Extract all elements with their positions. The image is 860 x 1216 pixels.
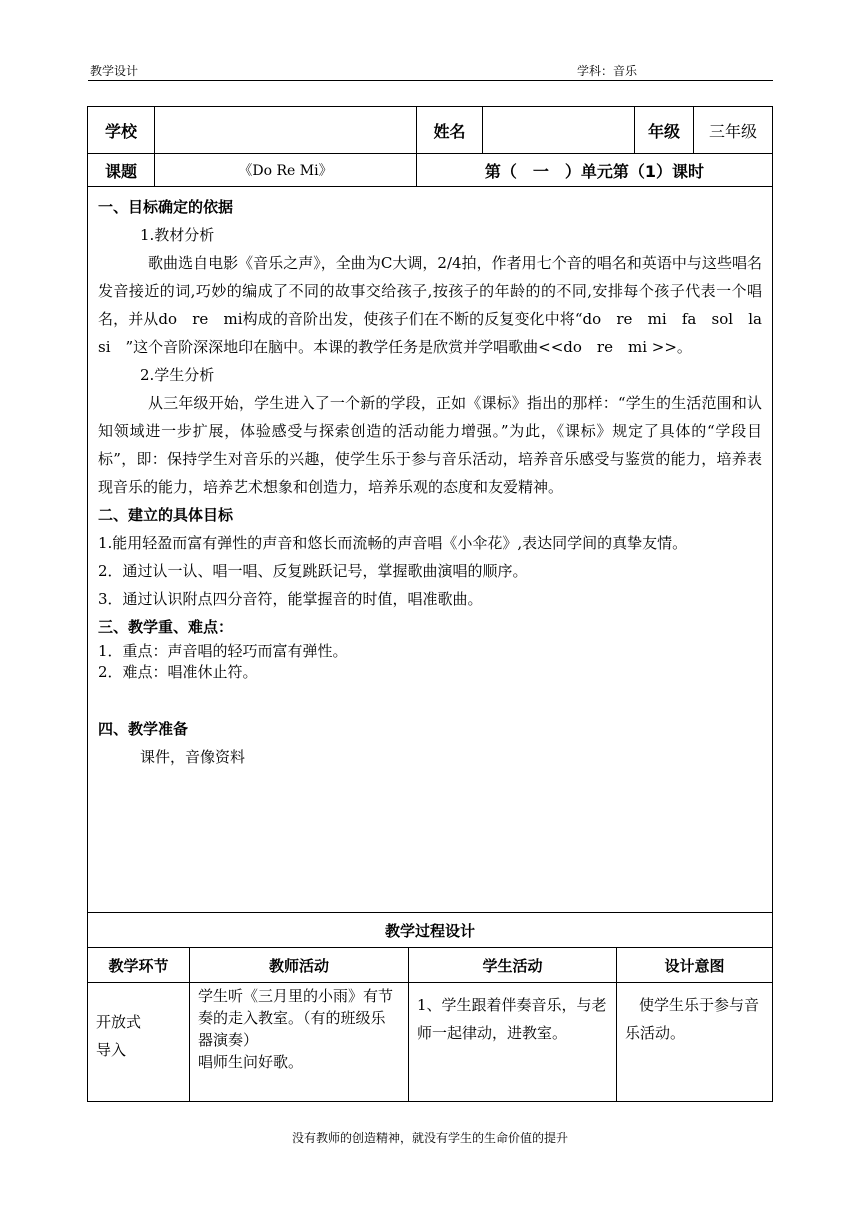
teacher-activity-text: 学生听《三月里的小雨》有节奏的走入教室。（有的班级乐器演奏） <box>198 987 394 1049</box>
info-row <box>88 107 772 154</box>
section-1-paragraph-1: 歌曲选自电影《音乐之声》，全曲为C大调，2/4拍，作者用七个音的唱名和英语中与这些唱名发音接近的词,巧妙的编成了不同的故事交给孩子,按孩子的年龄的的不同,安排每个孩子代表一个唱名，并从do re mi构成的音阶出发，使孩子们在不断的反复变化中将“do re mi fa sol la si ”这个音阶深深地印在脑中。本课的教学任务是欣赏并学唱歌曲<<do re mi >>。 <box>98 254 778 356</box>
section-2-item: 3．通过认识附点四分音符，能掌握音的时值，唱准歌曲。 <box>98 590 483 608</box>
footer-motto: 没有教师的创造精神，就没有学生的生命价值的提升 <box>291 1131 568 1145</box>
lesson-plan-table <box>87 106 778 1102</box>
col-header-student: 学生活动 <box>409 948 617 982</box>
topic-label: 课题 <box>88 154 155 186</box>
process-header-row <box>88 948 772 983</box>
school-label: 学校 <box>88 107 155 153</box>
process-title: 教学过程设计 <box>384 921 475 940</box>
body-row <box>88 187 778 913</box>
section-4-text: 课件，音像资料 <box>140 748 246 766</box>
name-value <box>483 107 635 153</box>
stage-line: 导入 <box>96 1041 127 1059</box>
col-header-stage: 教学环节 <box>88 948 190 982</box>
section-1-paragraph-2: 从三年级开始，学生进入了一个新的学段，正如《课标》指出的那样：“学生的生活范围和认知领域进一步扩展，体验感受与探索创造的活动能力增强。”为此，《课标》规定了具体的“学段目标”，即：保持学生对音乐的兴趣，使学生乐于参与音乐活动，培养音乐感受与鉴赏的能力，培养表现音乐的能力，培养艺术想象和创造力，培养乐观的态度和友爱精神。 <box>98 394 762 496</box>
name-label: 姓名 <box>417 107 483 153</box>
section-1-sub-2: 2.学生分析 <box>140 366 215 384</box>
stage-cell <box>88 983 190 1101</box>
col-header-teacher: 教师活动 <box>190 948 409 982</box>
section-1-title: 一、目标确定的依据 <box>98 198 234 216</box>
section-3-title: 三、教学重、难点： <box>98 618 234 636</box>
stage-line: 开放式 <box>96 1013 142 1031</box>
header-divider <box>88 80 773 81</box>
header-doc-type: 教学设计 <box>90 64 139 78</box>
lesson-body <box>88 187 778 912</box>
section-2-title: 二、建立的具体目标 <box>98 506 234 524</box>
process-title-row <box>88 913 772 948</box>
col-header-intent: 设计意图 <box>664 956 725 975</box>
section-2-item: 2．通过认一认、唱一唱、反复跳跃记号，掌握歌曲演唱的顺序。 <box>98 562 528 580</box>
topic-row <box>88 154 772 187</box>
header-subject: 学科：音乐 <box>577 64 638 78</box>
unit-lesson-text: 第（ 一 ）单元第（1）课时 <box>484 161 705 181</box>
section-3-item: 1．重点：声音唱的轻巧而富有弹性。 <box>98 642 348 660</box>
teacher-activity-text: 唱师生问好歌。 <box>198 1053 304 1071</box>
section-3-item: 2．难点：唱准休止符。 <box>98 663 258 681</box>
process-row <box>88 983 772 1101</box>
grade-label: 年级 <box>635 107 694 153</box>
section-2-item: 1.能用轻盈而富有弹性的声音和悠长而流畅的声音唱《小伞花》,表达同学间的真挚友情。 <box>98 534 688 552</box>
section-1-sub-1: 1.教材分析 <box>140 226 215 244</box>
school-value <box>155 107 417 153</box>
section-4-title: 四、教学准备 <box>98 720 189 738</box>
design-intent-cell: 使学生乐于参与音乐活动。 <box>625 996 760 1042</box>
student-activity-cell: 1、学生跟着伴奏音乐，与老师一起律动，进教室。 <box>409 983 617 1101</box>
topic-value: 《Do Re Mi》 <box>155 154 417 186</box>
grade-value: 三年级 <box>708 121 757 141</box>
teacher-activity-cell <box>190 983 409 1101</box>
